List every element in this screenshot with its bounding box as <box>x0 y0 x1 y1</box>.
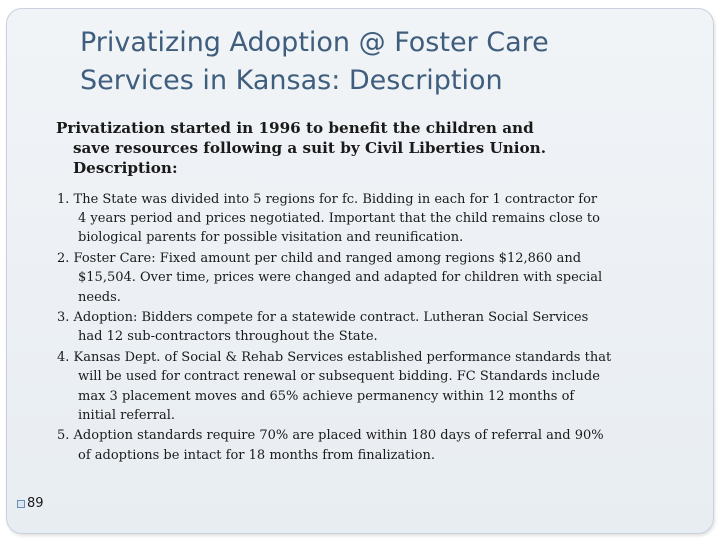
list-item-line: 4 years period and prices negotiated. Important that the child remains close to <box>78 211 600 227</box>
intro-line: Description: <box>73 159 178 177</box>
list-item-line: 5. Adoption standards require 70% are placed within 180 days of referral and 90% <box>57 428 604 444</box>
list-item <box>57 348 677 425</box>
list-item <box>57 249 677 307</box>
title-line: Services in Kansas: Description <box>80 65 503 96</box>
list-item-line: initial referral. <box>78 407 175 423</box>
list-item-line: had 12 sub-contractors throughout the State. <box>78 329 378 345</box>
list-item-line: 2. Foster Care: Fixed amount per child and ranged among regions $12,860 and <box>57 251 582 267</box>
list-item-line: max 3 placement moves and 65% achieve permanency within 12 months of <box>78 388 575 404</box>
slide-title <box>80 24 680 100</box>
list-item-line: needs. <box>78 289 121 305</box>
intro-line: Privatization started in 1996 to benefit the children and <box>56 119 534 137</box>
list-item-line: $15,504. Over time, prices were changed and adapted for children with special <box>78 270 603 286</box>
list-item-line: biological parents for possible visitation and reunification. <box>78 230 464 246</box>
list-item-line: 1. The State was divided into 5 regions for fc. Bidding in each for 1 contractor for <box>57 192 598 207</box>
title-line: Privatizing Adoption @ Foster Care <box>80 27 549 58</box>
slide-number <box>17 496 44 511</box>
description-list <box>57 190 677 466</box>
list-item <box>57 190 677 248</box>
intro-line: save resources following a suit by Civil Liberties Union. <box>73 139 546 157</box>
intro-paragraph <box>56 118 676 178</box>
list-item <box>57 426 677 464</box>
list-item-line: of adoptions be intact for 18 months from finalization. <box>78 447 435 463</box>
square-bullet-icon <box>17 500 25 508</box>
list-item-line: 4. Kansas Dept. of Social & Rehab Services established performance standards that <box>57 350 612 366</box>
list-item-line: will be used for contract renewal or subsequent bidding. FC Standards include <box>78 369 600 385</box>
slide-number-text: 89 <box>27 496 44 511</box>
list-item-line: 3. Adoption: Bidders compete for a statewide contract. Lutheran Social Services <box>57 310 589 326</box>
list-item <box>57 308 677 346</box>
